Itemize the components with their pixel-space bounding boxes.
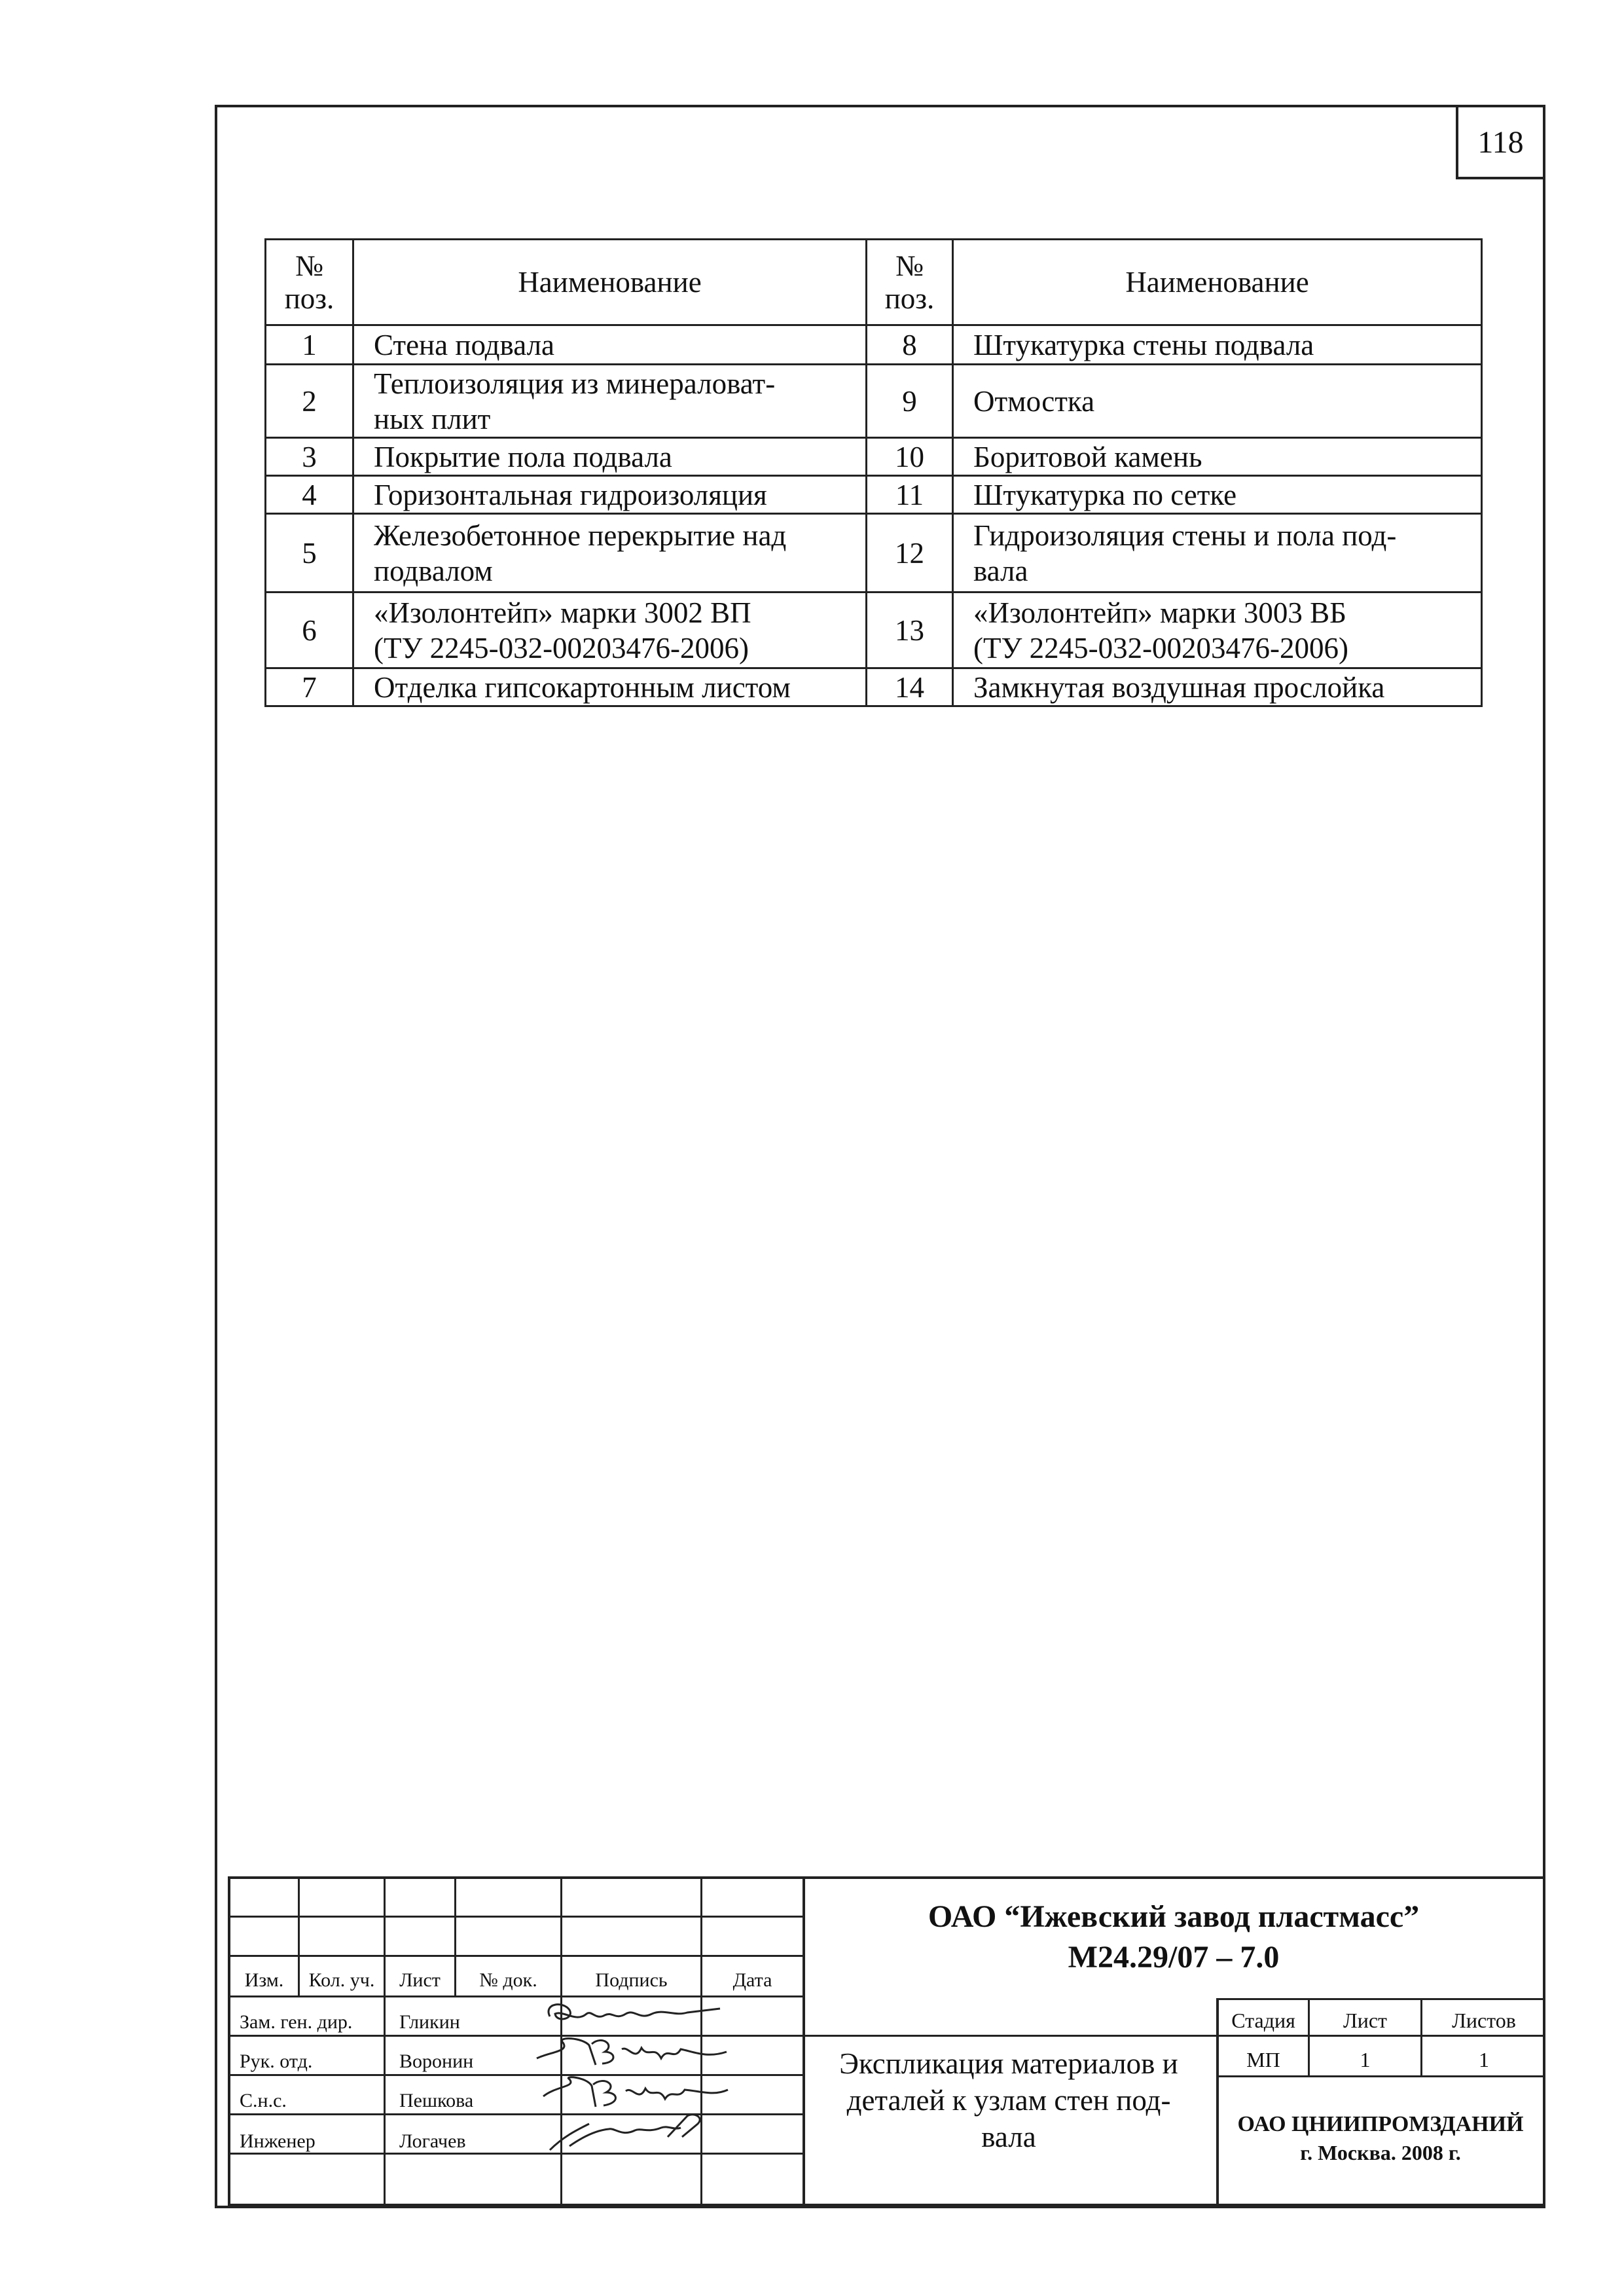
sheets-value: 1 [1479,2048,1489,2071]
name-cell: Замкнутая воздушная прослойка [953,668,1482,706]
name-3: Пешкова [399,2090,474,2111]
signature-logachev [537,2111,733,2159]
izm-header: Изм. [244,1969,284,1991]
name-cell: Отделка гипсокартонным листом [353,668,867,706]
header-pos-left: № поз. [266,240,353,325]
stage-header: Стадия [1231,2009,1295,2032]
table-header-row [266,240,1482,325]
doc-header: № док. [479,1969,537,1991]
name-cell: «Изолонтейп» марки 3003 ВБ (ТУ 2245-032-00203476-2006) [953,592,1482,668]
signature-voronin [524,2032,740,2078]
sheet-header: Лист [1343,2009,1387,2032]
pos-cell: 8 [867,325,953,365]
role-2: Рук. отд. [240,2050,313,2072]
name-cell: Штукатурка по сетке [953,476,1482,514]
table-row [266,668,1482,706]
header-name-left: Наименование [353,240,867,325]
header-name-right: Наименование [953,240,1482,325]
organization-name: ОАО “Ижевский завод пластмасс” [928,1899,1420,1934]
table-row [266,325,1482,365]
name-cell: Железобетонное перекрытие над подвалом [353,514,867,592]
table-row [266,365,1482,438]
sheets-header: Листов [1452,2009,1516,2032]
pos-cell: 4 [266,476,353,514]
signature-glikin [524,1997,740,2033]
header-pos-right: № поз. [867,240,953,325]
table-row [266,476,1482,514]
role-1: Зам. ген. дир. [240,2011,353,2033]
explication-table [264,238,1483,707]
pos-cell: 10 [867,438,953,476]
pos-cell: 5 [266,514,353,592]
table-row [266,438,1482,476]
pos-cell: 9 [867,365,953,438]
pos-cell: 14 [867,668,953,706]
name-cell: Теплоизоляция из минераловат- ных плит [353,365,867,438]
page-number-text: 118 [1477,124,1524,160]
document-title: Экспликация материалов и деталей к узлам стен под- вала [839,2047,1178,2153]
name-cell: Боритовой камень [953,438,1482,476]
name-cell: Отмостка [953,365,1482,438]
city-year: г. Москва. 2008 г. [1300,2141,1461,2164]
pos-cell: 6 [266,592,353,668]
sign-header: Подпись [595,1969,668,1991]
table-row [266,592,1482,668]
name-2: Воронин [399,2050,474,2072]
pos-cell: 3 [266,438,353,476]
pos-cell: 2 [266,365,353,438]
name-4: Логачев [399,2130,466,2152]
name-cell: Штукатурка стены подвала [953,325,1482,365]
pos-cell: 1 [266,325,353,365]
sheet-value: 1 [1360,2048,1371,2071]
stage-value: МП [1246,2048,1280,2071]
role-4: Инженер [240,2130,316,2152]
list-header: Лист [399,1969,441,1991]
kol-header: Кол. уч. [308,1969,375,1991]
name-cell: Стена подвала [353,325,867,365]
name-1: Гликин [399,2011,460,2033]
name-cell: Горизонтальная гидроизоляция [353,476,867,514]
name-cell: Покрытие пола подвала [353,438,867,476]
pos-cell: 7 [266,668,353,706]
pos-cell: 12 [867,514,953,592]
name-cell: Гидроизоляция стены и пола под- вала [953,514,1482,592]
role-3: С.н.с. [240,2090,287,2111]
firm-name: ОАО ЦНИИПРОМЗДАНИЙ [1237,2112,1524,2136]
document-code: М24.29/07 – 7.0 [1068,1940,1280,1975]
table-row [266,514,1482,592]
name-cell: «Изолонтейп» марки 3002 ВП (ТУ 2245-032-00203476-2006) [353,592,867,668]
pos-cell: 13 [867,592,953,668]
date-header: Дата [732,1969,772,1991]
page-number [1456,105,1545,179]
pos-cell: 11 [867,476,953,514]
